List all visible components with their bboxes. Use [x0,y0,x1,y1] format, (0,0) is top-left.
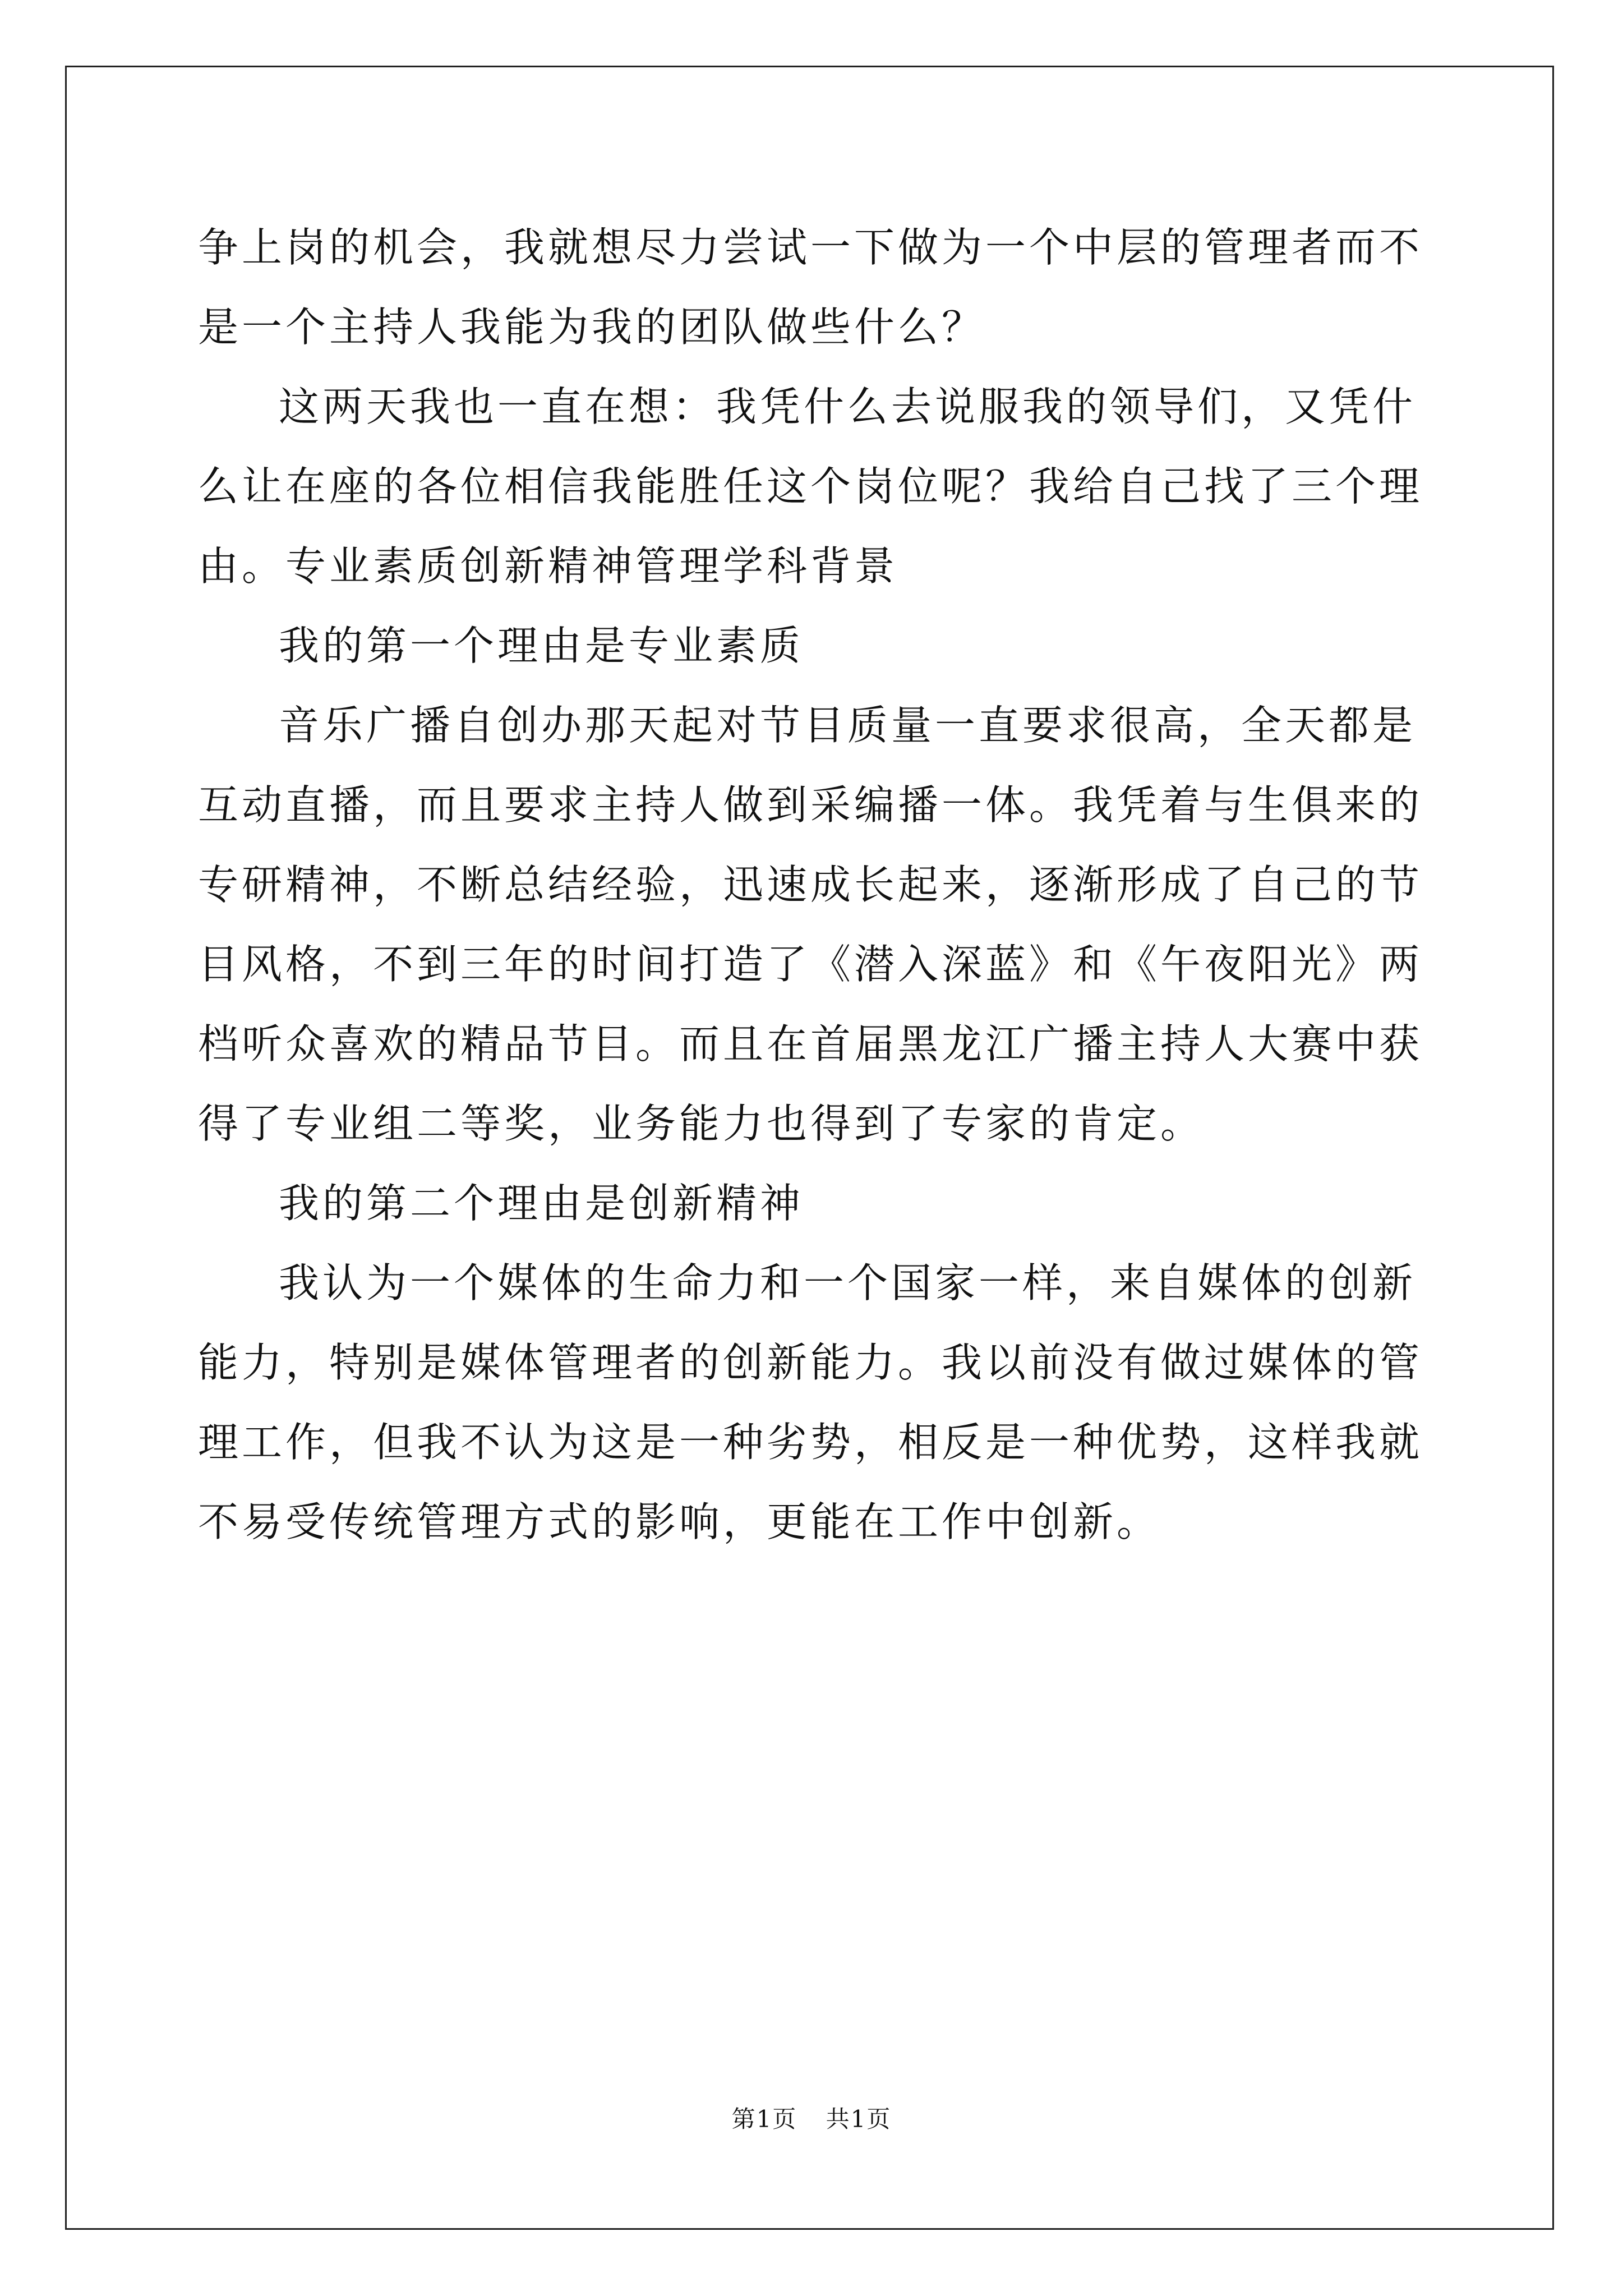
paragraph-4: 音乐广播自创办那天起对节目质量一直要求很高，全天都是互动直播，而且要求主持人做到采编播一体。我凭着与生俱来的专研精神，不断总结经验，迅速成长起来，逐渐形成了自己的节目风格，不到三年的时间打造了《潜入深蓝》和《午夜阳光》两档听众喜欢的精品节目。而且在首届黑龙江广播主持人大赛中获得了专业组二等奖，业务能力也得到了专家的肯定。 [198,702,1423,1147]
page-number: 第1页 [731,2105,797,2133]
paragraph-2: 这两天我也一直在想：我凭什么去说服我的领导们，又凭什么让在座的各位相信我能胜任这个岗位呢？我给自己找了三个理由。专业素质创新精神管理学科背景 [198,383,1423,590]
paragraph-3: 我的第一个理由是专业素质 [279,622,804,669]
document-body [198,208,1432,1562]
page-total: 共1页 [826,2105,892,2133]
paragraph-5: 我的第二个理由是创新精神 [279,1180,804,1227]
page-footer [0,2101,1623,2134]
paragraph-6: 我认为一个媒体的生命力和一个国家一样，来自媒体的创新能力，特别是媒体管理者的创新能力。我以前没有做过媒体的管理工作，但我不认为这是一种劣势，相反是一种优势，这样我就不易受传统管理方式的影响，更能在工作中创新。 [198,1259,1423,1545]
paragraph-1: 争上岗的机会，我就想尽力尝试一下做为一个中层的管理者而不是一个主持人我能为我的团队做些什么？ [198,224,1423,351]
